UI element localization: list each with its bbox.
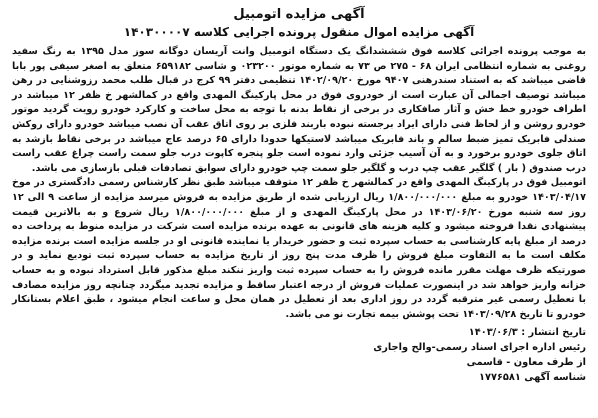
publish-date: تاریخ انتشار : ۱۴۰۳/۰۶/۳ [468,327,586,339]
notice-footer [12,325,586,385]
notice-subtitle: آگهی مزایده اموال منقول پرونده اجرایی کلاسه ۱۴۰۳۰۰۰۰۷ [123,25,475,39]
issuing-official: از طرف معاون - قاسمی [466,357,586,369]
notice-paragraph-vehicle-description: به موجب پرونده اجرائی کلاسه فوق شششدانگ یک دستگاه اتومبیل وانت آریسان دوگانه سوز مدل ۱۳۹۵ به رنگ سفید روغنی به شماره انتظامی ایران ۶۸ - ۲۷۵ ص ۷۳ به شماره موتور ۰۲۳۲۰۰ و شاسی ۶۵۹۱۸۲ متعلق به اصغر سیفی پور بابا قاضی میباشد که به استناد سندرهنی ۹۴۰۷ مورخ ۱۴۰۲/۰۹/۲۰ تنظیمی دفتر ۹۹ کرج در قبال طلب محمد رزوشنایی در رهن میباشد توصیف اجمالی آن عبارت است از خودروی فوق در محل پارکینگ المهدی واقع در کمالشهر خ ظفر ۱۲ میباشد در اطراف خودرو خط خش و آثار صافکاری در برخی از نقاط بدنه با توجه به محل ساخت و کارکرد خودرو رویت گردید موتور خودرو روشن و از لحاظ فنی دارای ایراد برجسته نبوده باربند فلزی بر روی اتاق عقب آن نصب میباشد خودرو دارای روکش صندلی فابریک تمیز ضبط سالم و باند فابریک میباشد لاستیکها حدودا دارای ۶۵ درصد عاج میباشد در برخی نقاط بازشد به اتاق جلوی خودرو برخورد و به آن آسیب جزئی وارد نموده است جلو پنجره کاپوت درب جلو سمت راست چراغ عقب راست درب صندوق ( بار ) گلگیر عقب چپ درب و گلگیر جلو سمت چپ خودرو دارای سوابق تصادفات قبلی بازسازی می باشد. [12,46,587,174]
ad-identifier: شناسه آگهی ۱۷۷۶۵۸۱ [478,372,586,384]
issuing-office: رئیس اداره اجرای اسناد رسمی-والح واجاری [373,342,586,354]
notice-title: آگهی مزایده اتومبیل [233,7,365,22]
notice-paragraph-auction-terms: اتومبیل فوق در پارکینگ المهدی واقع در کمالشهر خ ظفر ۱۲ متوقف میباشد طبق نظر کارشناس رسمی دادگستری در موخ ۱۴۰۳/۰۴/۱۷ خودرو به مبلغ ۱/۸۰۰/۰۰۰/۰۰۰ ریال ارزیابی شده از طریق مزایده به فروش میرسد مزایده از ساعت ۹ الی ۱۲ روز سه شنبه مورخ ۱۴۰۳/۰۶/۲۰ در محل پارکینگ المهدی و از مبلغ ۱/۸۰۰/۰۰۰/۰۰۰ ریال شروع و به بالاترین قیمت پیشنهادی نقدا فروخته میشود و کلیه هزینه های قانونی به عهده برنده مزایده است شرکت در مزایده منوط به پرداخت ده درصد از مبلغ پایه کارشناسی به حساب سپرده ثبت و حضور خریدار یا نماینده قانونی او در جلسه مزایده است برنده مزایده مکلف است ما به التفاوت مبلغ فروش را ظرف مدت پنج روز از تاریخ مزایده به حساب سپرده ثبت تودیع نماید و در صورتیکه ظرف مهلت مقرر مانده فروش را به حساب سپرده ثبت واریز ننکند مبلغ مذکور قابل استرداد نبوده و به حساب خزانه واریز خواهد شد در اینصورت عملیات فروش از درجه اعتبار ساقط و مزایده تجدید میگردد چنانچه روز مزایده مصادف با تعطیل رسمی غیر مترقبه گردد در روز اداری بعد از تعطیل در همان محل و ساعت انجام میشود ، طبق اعلام بستانکار خودرو تا تاریخ ۱۴۰۳/۰۹/۲۸ تحت پوشش بیمه تجارت نو می باشد. [12,177,587,320]
